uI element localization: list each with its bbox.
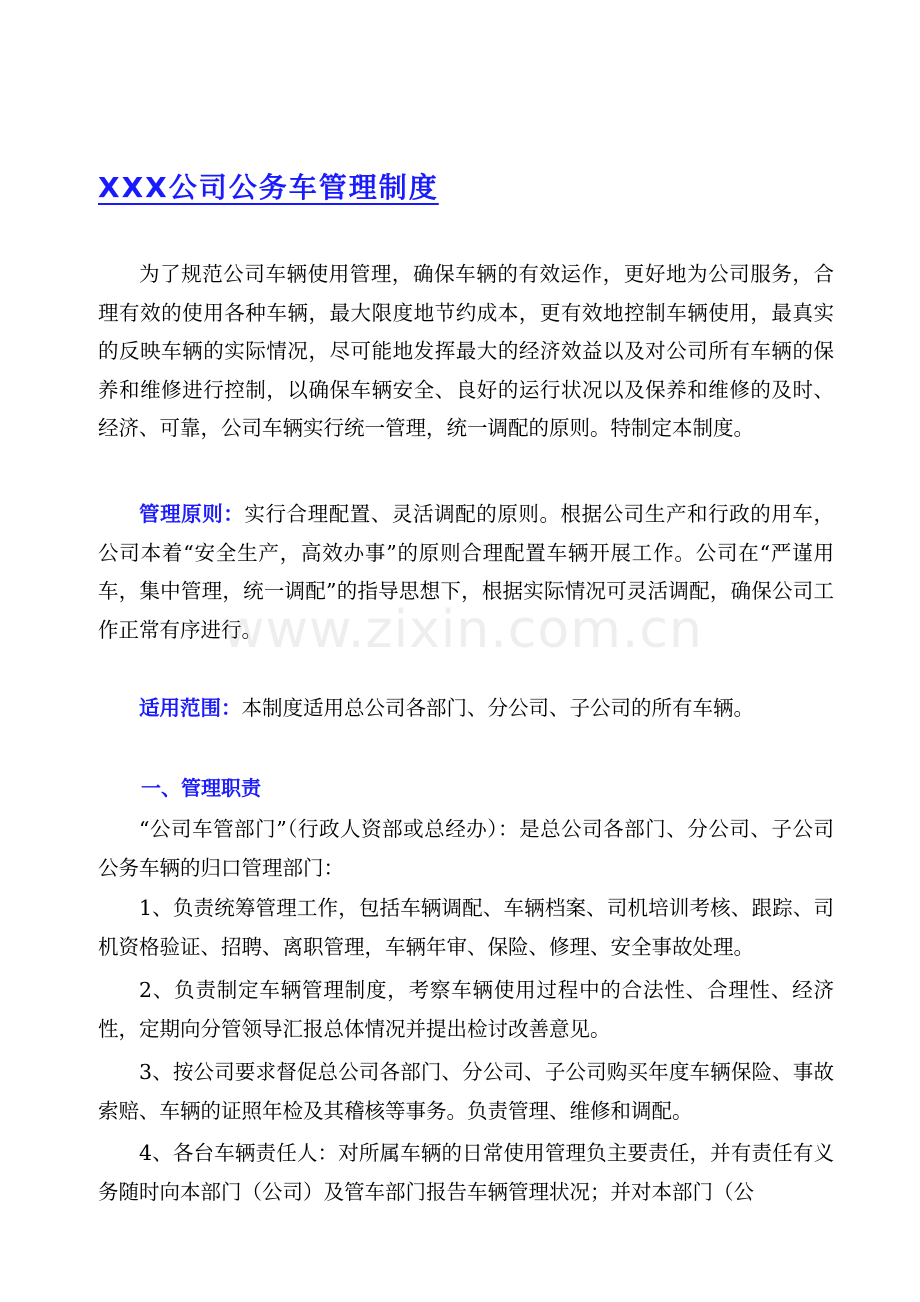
section-lead-paragraph: “公司车管部门”（行政人资部或总经办）：是总公司各部门、分公司、子公司公务车辆的归口管理部门：: [98, 817, 834, 880]
watermark: www.zixin.com.cn: [222, 600, 703, 660]
duty-item-3: 3、按公司要求督促总公司各部门、分公司、子公司购买年度车辆保险、事故索赔、车辆的证照年检及其稽核等事务。负责管理、维修和调配。: [98, 1060, 834, 1123]
section-heading: 一、管理职责: [141, 776, 261, 800]
scope-text: 本制度适用总公司各部门、分公司、子公司的所有车辆。: [241, 696, 754, 720]
duty-item-1: 1、负责统筹管理工作，包括车辆调配、车辆档案、司机培训考核、跟踪、司机资格验证、招聘、离职管理，车辆年审、保险、修理、安全事故处理。: [98, 896, 834, 959]
scope-paragraph: [98, 689, 834, 728]
duty-item-2: 2、负责制定车辆管理制度，考察车辆使用过程中的合法性、合理性、经济性，定期向分管领导汇报总体情况并提出检讨改善意见。: [98, 978, 834, 1041]
intro-paragraph: 为了规范公司车辆使用管理，确保车辆的有效运作，更好地为公司服务，合理有效的使用各种车辆，最大限度地节约成本，更有效地控制车辆使用，最真实的反映车辆的实际情况，尽可能地发挥最大的经济效益以及对公司所有车辆的保养和维修进行控制，以确保车辆安全、良好的运行状况以及保养和维修的及时、经济、可靠，公司车辆实行统一管理，统一调配的原则。特制定本制度。: [98, 262, 834, 440]
duty-item-4: 4、各台车辆责任人：对所属车辆的日常使用管理负主要责任，并有责任有义务随时向本部门（公司）及管车部门报告车辆管理状况；并对本部门（公: [98, 1141, 834, 1204]
principle-label: 管理原则：: [139, 502, 245, 526]
principle-text: 实行合理配置、灵活调配的原则。根据公司生产和行政的用车，公司本着“安全生产，高效办事”的原则合理配置车辆开展工作。公司在“严谨用车，集中管理，统一调配”的指导思想下，根据实际情况可灵活调配，确保公司工作正常有序进行。: [98, 502, 834, 642]
principle-paragraph: [98, 495, 834, 649]
scope-label: 适用范围：: [139, 696, 242, 720]
document-title[interactable]: XXX公司公务车管理制度: [98, 171, 439, 204]
